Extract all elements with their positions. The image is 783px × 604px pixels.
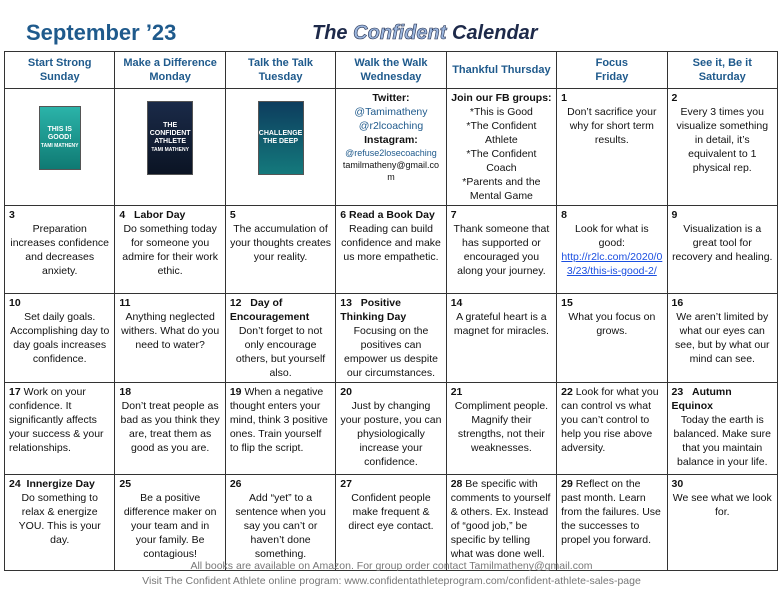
day-number: 11	[119, 297, 131, 309]
day-header	[9, 477, 110, 491]
day-text: Don’t sacrifice your why for short term results.	[567, 106, 657, 146]
brand-pre: The	[312, 22, 354, 44]
book-author: TAMI MATHENY	[40, 143, 79, 149]
day-text: Work on your confidence. It significantly affects your success & your relationships.	[9, 386, 104, 454]
day-body	[561, 385, 662, 455]
col-header-line1: See it, Be it	[692, 57, 752, 69]
day-text: Reflect on the past month. Learn from the failures. Use the successes to propel you forward.	[561, 478, 661, 546]
fb-groups-cell	[446, 89, 556, 206]
day-text: Focusing on the positives can empower us despite our circumstances.	[343, 325, 438, 379]
col-header-line1: Start Strong Sunday	[27, 57, 92, 83]
day-text: A grateful heart is a magnet for miracles.	[453, 311, 549, 337]
day-text: Anything neglected withers. What do you need to water?	[121, 311, 220, 351]
day-cell-30	[667, 475, 777, 571]
book-cell-2	[115, 89, 225, 206]
week-row-5	[5, 475, 778, 571]
day-number: 22	[561, 386, 573, 398]
fb-group-item: *The Confident Athlete	[466, 120, 537, 146]
fb-group-item: *Parents and the Mental Game	[462, 176, 541, 202]
day-number: 24	[9, 478, 21, 490]
day-title: Labor Day	[134, 209, 186, 221]
day-header	[230, 296, 331, 324]
day-cell-19	[225, 383, 335, 475]
day-text: Preparation increases confidence and decreases anxiety.	[10, 223, 110, 277]
weekday-header-row	[5, 52, 778, 89]
day-cell-28	[446, 475, 556, 571]
day-title: Read a Book Day	[349, 209, 435, 221]
col-header-tuesday	[225, 52, 335, 89]
day-text: Be specific with comments to yourself & others. Ex. Instead of “good job,” be specific by telling what was done well.	[450, 478, 551, 560]
day-cell-16	[667, 294, 777, 383]
twitter-handle-2[interactable]: @r2lcoaching	[358, 120, 424, 132]
book-cover-confident-athlete	[147, 101, 193, 175]
day-cell-4	[115, 206, 225, 294]
col-header-line2: Friday	[595, 71, 629, 83]
instagram-label: Instagram:	[364, 134, 418, 146]
fb-groups-label: Join our FB groups:	[451, 92, 552, 104]
fb-group-item: *The Confident Coach	[466, 148, 537, 174]
day-cell-14	[446, 294, 556, 383]
day-body	[230, 385, 331, 455]
col-header-line2: Saturday	[698, 71, 746, 83]
day-text: Be a positive difference maker on your team and in your family. Be contagious!	[123, 492, 217, 560]
col-header-sunday	[5, 52, 115, 89]
day-text: Do something today for someone you admire for their work ethic.	[122, 223, 218, 277]
day-number: 7	[450, 209, 457, 221]
col-header-line2: Monday	[149, 71, 191, 83]
col-header-line1: Make a Difference	[123, 57, 217, 69]
day-number: 26	[229, 478, 242, 490]
col-header-saturday	[667, 52, 777, 89]
book-title: THE CONFIDENT ATHLETE	[149, 122, 191, 145]
day-cell-24	[5, 475, 115, 571]
col-header-friday	[557, 52, 667, 89]
day-number: 12	[229, 297, 242, 309]
day-text: We aren’t limited by what our eyes can see, but by what our mind can see.	[674, 311, 770, 365]
day-number: 19	[229, 386, 242, 398]
day-number: 14	[450, 297, 463, 309]
day-body	[451, 477, 552, 561]
book-cell-3	[225, 89, 335, 206]
day-title: Innergize Day	[26, 478, 95, 490]
day-number: 16	[671, 297, 684, 309]
day-cell-15	[557, 294, 667, 383]
day-text: Look for what you can control vs what you can’t control to help you rise above adversity.	[561, 386, 659, 454]
week-row-4	[5, 383, 778, 475]
day-cell-25	[115, 475, 225, 571]
day-cell-11	[115, 294, 225, 383]
day-cell-26	[225, 475, 335, 571]
day-header	[119, 208, 220, 222]
day-cell-3	[5, 206, 115, 294]
contact-email[interactable]: tamilmatheny@gmail.com	[342, 160, 440, 182]
day-number: 13	[340, 297, 352, 309]
day-cell-1	[557, 89, 667, 206]
day-text: Look for what is good:	[575, 223, 649, 249]
day-number: 10	[9, 297, 21, 309]
week-row-3	[5, 294, 778, 383]
day-number: 25	[119, 478, 132, 490]
col-header-wednesday	[336, 52, 446, 89]
day-text: Reading can build confidence and make us more empathetic.	[341, 223, 441, 263]
day-number: 9	[671, 209, 678, 221]
day-text: When a negative thought enters your mind, think 3 positive ones. Train yourself to flip the script.	[229, 386, 328, 454]
footer-amazon-note: All books are available on Amazon. For group order contact Tamilmatheny@gmail.com	[190, 560, 593, 572]
book-title: THIS IS GOOD!	[47, 126, 72, 141]
col-header-line2: Tuesday	[258, 71, 303, 83]
day-text: Don’t treat people as bad as you think they are, treat them as good as you are.	[120, 400, 220, 454]
twitter-handle-1[interactable]: @Tamimatheny	[354, 106, 428, 118]
day-cell-10	[5, 294, 115, 383]
day-text: What you focus on grows.	[568, 311, 656, 337]
day-text: Do something to relax & energize YOU. This is your day.	[18, 492, 101, 546]
day-number: 8	[561, 209, 567, 221]
day-text: Compliment people. Magnify their strengths, not their weaknesses.	[454, 400, 549, 454]
day-title: Day of Encouragement	[229, 297, 310, 323]
col-header-line1: Thankful Thursday	[452, 64, 551, 76]
day-cell-29	[557, 475, 667, 571]
instagram-handle[interactable]: @refuse2losecoaching	[345, 148, 437, 158]
this-is-good-link[interactable]: http://r2lc.com/2020/03/23/this-is-good-2/	[561, 251, 663, 277]
day-cell-5	[225, 206, 335, 294]
day-cell-12	[225, 294, 335, 383]
day-number: 2	[671, 92, 678, 104]
day-text: The accumulation of your thoughts creates your reality.	[230, 223, 332, 263]
day-text: Add “yet” to a sentence when you say you can’t or haven’t done something.	[235, 492, 326, 560]
book-author: TAMI MATHENY	[151, 147, 189, 153]
day-cell-8	[557, 206, 667, 294]
day-title: Autumn Equinox	[671, 386, 732, 412]
footer-program-link[interactable]: Visit The Confident Athlete online program: www.confidentathleteprogram.com/confident-athlete-sales-page	[142, 575, 641, 587]
day-number: 17	[9, 386, 21, 398]
day-text: Set daily goals. Accomplishing day to day goals increases confidence.	[10, 311, 110, 365]
brand-post: Calendar	[446, 22, 538, 44]
day-cell-20	[336, 383, 446, 475]
day-text: Thank someone that has supported or encouraged you along your journey.	[453, 223, 550, 277]
book-cell-1	[5, 89, 115, 206]
col-header-thursday	[446, 52, 556, 89]
day-text: Just by changing your posture, you can physiologically increase your confidence.	[340, 400, 442, 468]
day-cell-6	[336, 206, 446, 294]
week-row-1	[5, 89, 778, 206]
fb-group-item: *This is Good	[469, 106, 533, 118]
col-header-line1: Walk the Walk	[354, 57, 428, 69]
day-cell-23	[667, 383, 777, 475]
day-cell-7	[446, 206, 556, 294]
day-cell-9	[667, 206, 777, 294]
twitter-label: Twitter:	[372, 92, 410, 104]
day-text: Confident people make frequent & direct eye contact.	[348, 492, 434, 532]
day-number: 29	[561, 478, 573, 490]
day-number: 3	[9, 209, 15, 221]
day-number: 18	[119, 386, 132, 398]
day-cell-22	[557, 383, 667, 475]
col-header-line1: Talk the Talk	[248, 57, 314, 69]
book-title: CHALLENGE THE DEEP	[258, 130, 303, 145]
day-number: 20	[340, 386, 352, 398]
day-body	[9, 385, 110, 455]
social-cell	[336, 89, 446, 206]
day-number: 28	[450, 478, 463, 490]
day-header	[340, 296, 441, 324]
col-header-line1: Focus	[595, 57, 629, 69]
day-number: 6	[340, 209, 347, 221]
day-number: 30	[671, 478, 684, 490]
day-number: 5	[229, 209, 236, 221]
brand-mid: Confident	[353, 22, 447, 44]
day-number: 21	[450, 386, 463, 398]
col-header-monday	[115, 52, 225, 89]
day-number: 27	[340, 478, 352, 490]
day-cell-27	[336, 475, 446, 571]
day-cell-18	[115, 383, 225, 475]
day-cell-13	[336, 294, 446, 383]
day-cell-2	[667, 89, 777, 206]
book-cover-this-is-good	[39, 106, 81, 170]
day-text: We see what we look for.	[672, 492, 772, 518]
calendar-brand-title	[312, 22, 538, 45]
day-number: 15	[561, 297, 573, 309]
month-title: September ’23	[26, 20, 177, 45]
day-text: Today the earth is balanced. Make sure that you maintain balance in your life.	[673, 414, 771, 468]
day-cell-21	[446, 383, 556, 475]
day-header	[672, 385, 773, 413]
book-cover-challenge-deep	[258, 101, 304, 175]
day-number: 4	[119, 209, 126, 221]
day-cell-17	[5, 383, 115, 475]
week-row-2	[5, 206, 778, 294]
day-text: Every 3 times you visualize something in detail, it’s equivalent to 1 physical rep.	[676, 106, 769, 174]
day-text: Don’t forget to not only encourage others, but yourself also.	[235, 325, 326, 379]
day-body	[561, 477, 662, 547]
day-title: Positive Thinking Day	[340, 297, 407, 323]
day-number: 23	[671, 386, 684, 398]
day-header	[340, 208, 441, 222]
day-number: 1	[561, 92, 567, 104]
calendar-grid	[4, 51, 778, 571]
day-text: Visualization is a great tool for recovery and healing.	[672, 223, 773, 263]
col-header-line2: Wednesday	[360, 71, 422, 83]
